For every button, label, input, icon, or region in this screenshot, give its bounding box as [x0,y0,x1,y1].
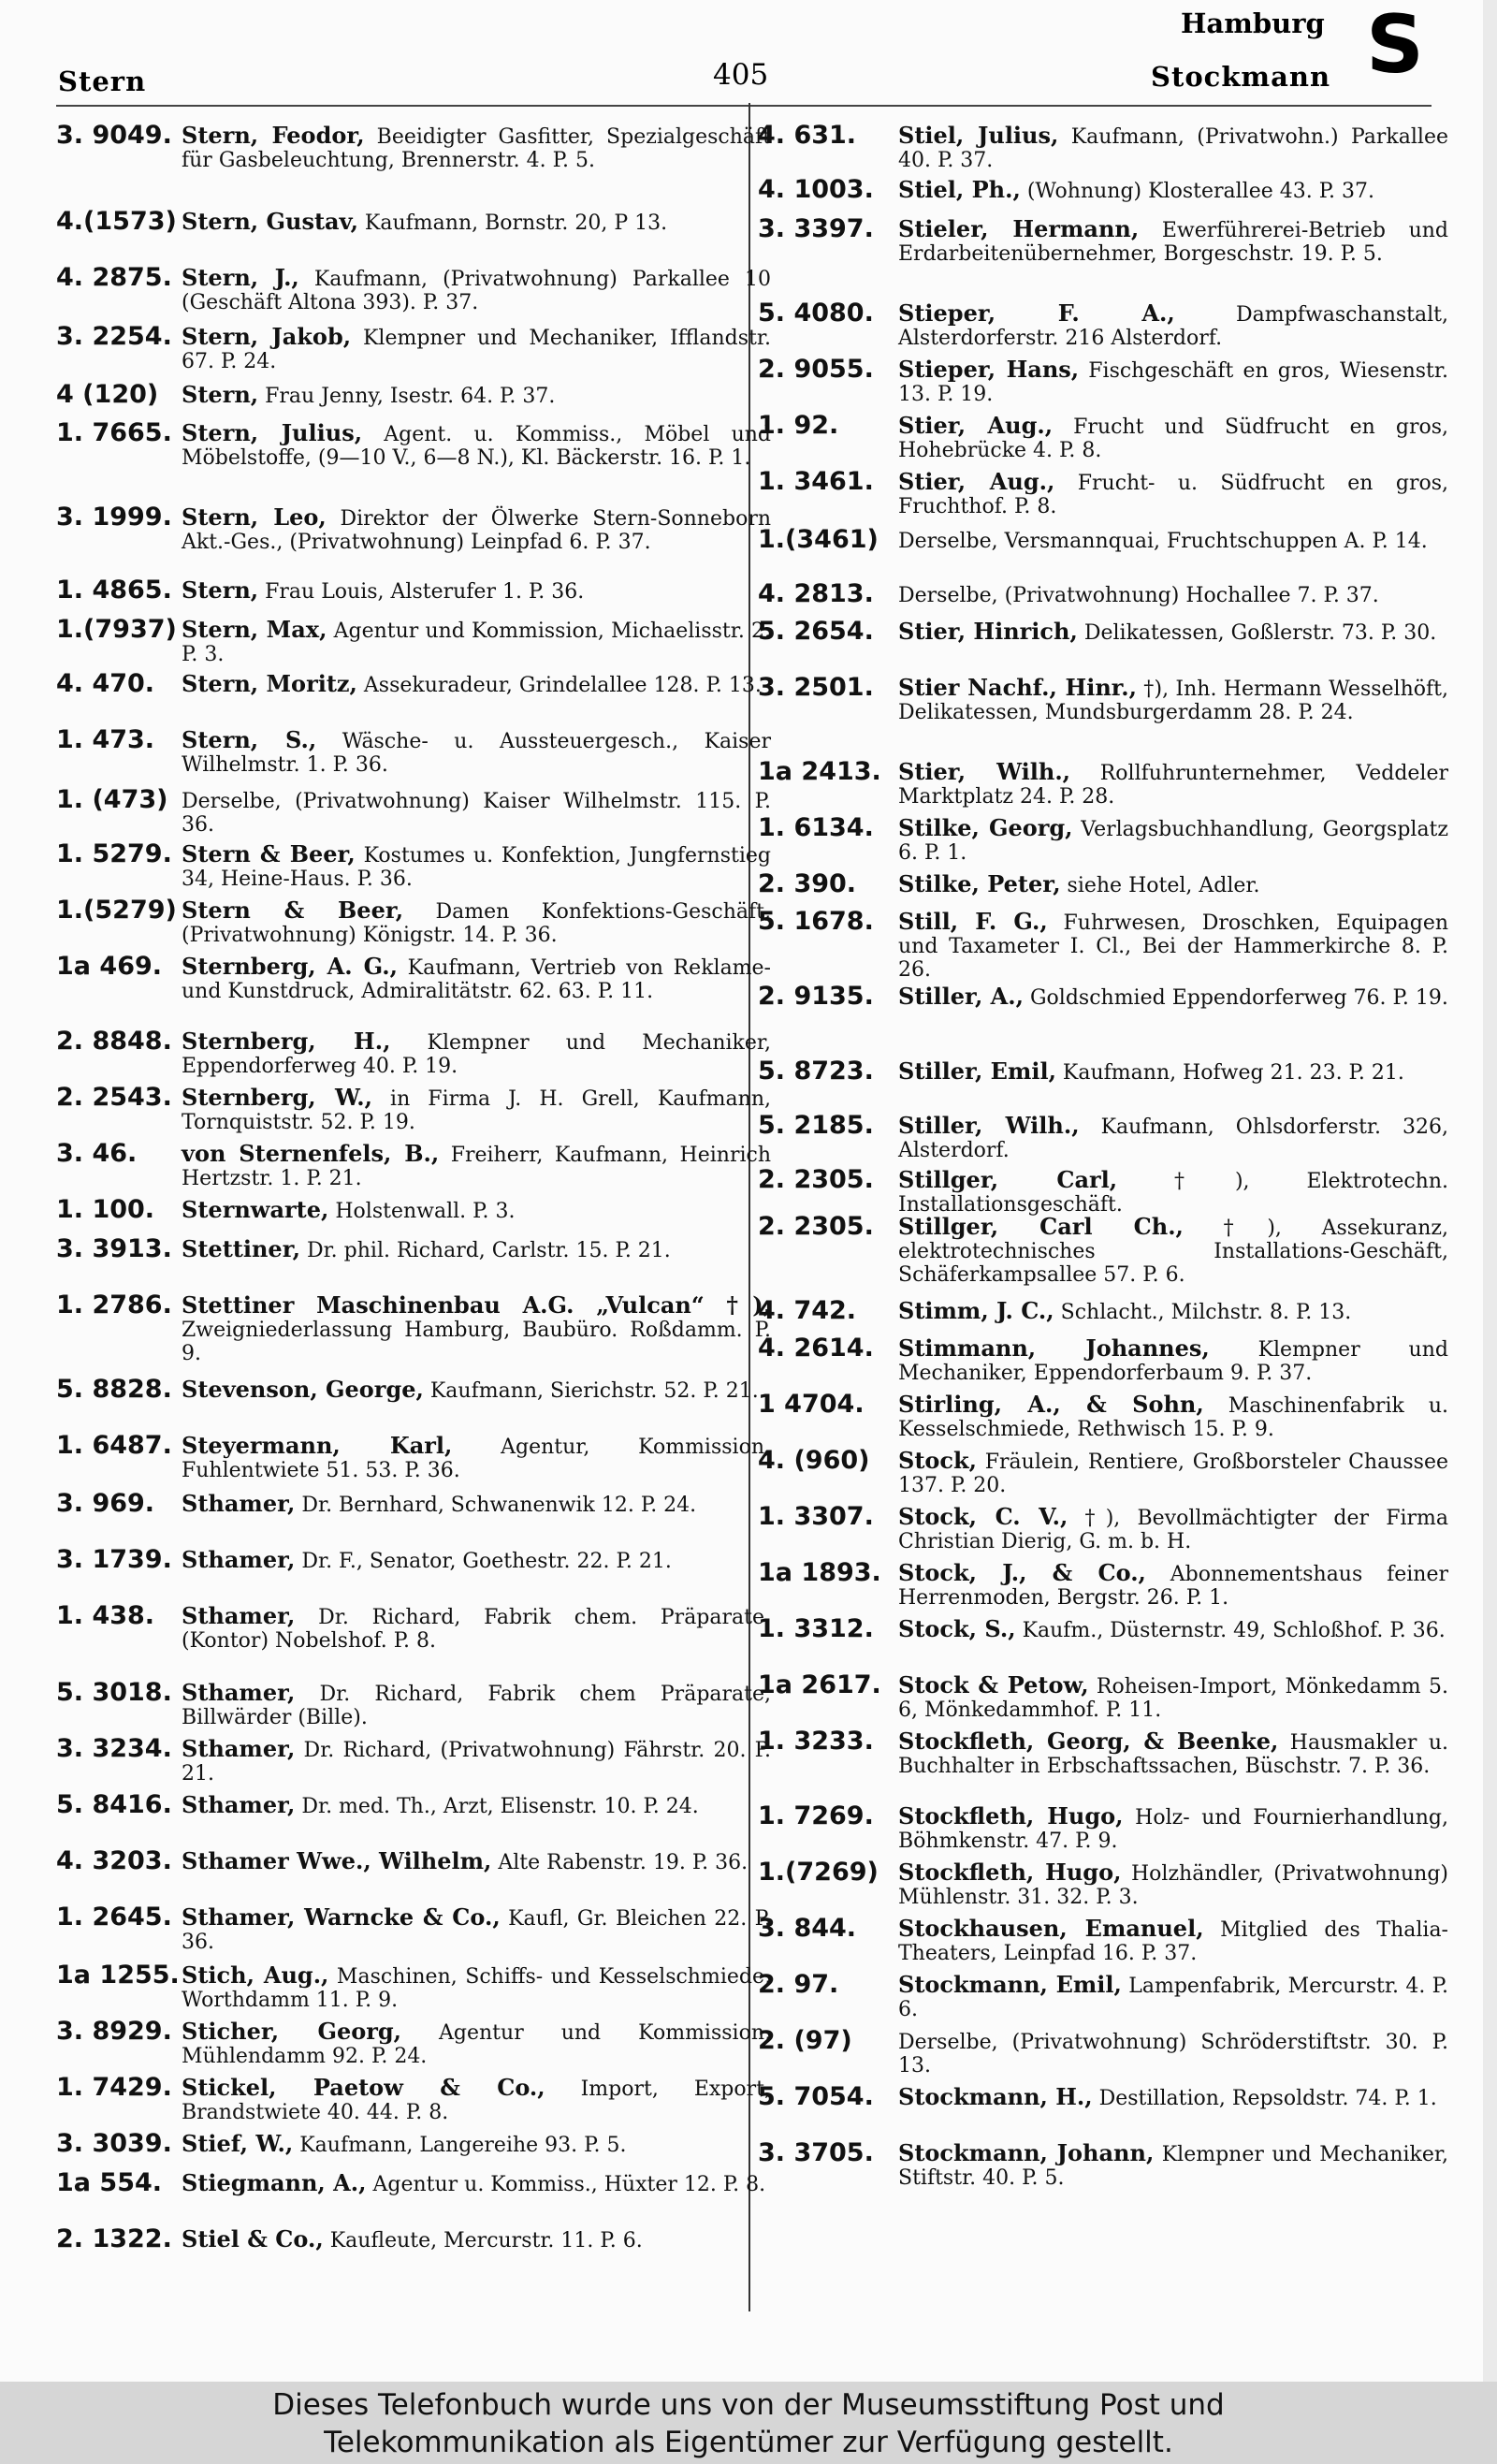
subscriber-name: Stockhausen, Emanuel, [898,1915,1204,1942]
subscriber-name: Stevenson, George, [182,1376,424,1403]
phone-number: 4 (120) [56,380,159,409]
subscriber-name: Stillger, Carl, [898,1166,1118,1193]
subscriber-details: Agentur u. Kommiss., Hüxter 12. P. 8. [366,2173,766,2196]
footer-line-2: Telekommunikation als Eigentümer zur Verfügung gestellt. [324,2426,1173,2459]
subscriber-details: siehe Hotel, Adler. [1060,874,1260,897]
subscriber-name: Stief, W., [182,2130,294,2157]
subscriber-name: Stern, [182,381,259,408]
subscriber-details: Maschinen, Schiffs- und Kesselschmiede, Worthdamm 11. P. 9. [182,1965,771,2012]
entry-text [182,383,771,408]
subscriber-details: Frucht- u. Südfrucht en gros, Fruchthof. P. 8. [898,472,1448,518]
entry-text [898,1973,1448,2021]
subscriber-name: von Sternenfels, B., [182,1140,440,1167]
phone-number: 1.(7937) [56,615,177,644]
subscriber-details: Freiherr, Kaufmann, Heinrich Hertzstr. 1. P. 21. [182,1144,771,1190]
entry-text [182,2132,771,2157]
subscriber-name: Stiller, Wilh., [898,1112,1080,1139]
subscriber-details: Dr. Bernhard, Schwanenwik 12. P. 24. [295,1494,697,1517]
phone-number: 1. 3307. [758,1502,874,1531]
subscriber-details: Kaufl, Gr. Bleichen 22. P. 36. [182,1907,771,1954]
entry-text [182,898,771,947]
subscriber-details: Assekuradeur, Grindelallee 128. P. 13. [356,674,762,697]
subscriber-name: Sternberg, A. G., [182,953,399,980]
subscriber-details: in Firma J. H. Grell, Kaufmann, Tornquiststr. 52. P. 19. [182,1087,771,1134]
subscriber-name: Stern, Max, [182,616,327,643]
subscriber-name: Stiel, Julius, [898,122,1059,149]
subscriber-details: Fräulein, Rentiere, Großborsteler Chaussee 137. P. 20. [898,1451,1448,1497]
phone-number: 5. 7054. [758,2082,874,2111]
phone-number: 1. 6487. [56,1431,172,1460]
subscriber-details: Damen Konfektions-Geschäft, (Privatwohnung) Königstr. 14. P. 36. [182,900,771,947]
phone-number: 1. 2786. [56,1290,172,1319]
phone-number: 4. 2813. [758,579,874,608]
entry-text [898,414,1448,462]
subscriber-details: †), Elektrotechn. Installationsgeschäft. [898,1170,1449,1217]
entry-text [182,2227,771,2253]
subscriber-name: Stock, S., [898,1615,1016,1642]
phone-number: 3. 1739. [56,1545,172,1574]
entry-text [898,1449,1448,1497]
entry-text [182,421,771,470]
phone-number: 2. (97) [758,2026,852,2055]
subscriber-details: Verlagsbuchhandlung, Georgsplatz 6. P. 1. [898,818,1448,865]
phone-number: 1. 7429. [56,2073,172,2102]
subscriber-details: Derselbe, (Privatwohnung) Kaiser Wilhelmstr. 115. P. 36. [182,790,771,837]
phone-number: 2. 1322. [56,2224,172,2253]
subscriber-details: Dr. F., Senator, Goethestr. 22. P. 21. [295,1550,672,1573]
subscriber-details: Frau Louis, Alsterufer 1. P. 36. [258,580,585,604]
entry-text [182,505,771,554]
subscriber-details: Schlacht., Milchstr. 8. P. 13. [1054,1301,1352,1324]
subscriber-details: †), Bevollmächtigter der Firma Christian Dierig, G. m. b. H. [898,1507,1449,1553]
entry-text [182,2171,771,2196]
header-left-keyword: Stern [58,66,147,97]
entry-text [898,1673,1448,1722]
subscriber-details: Frucht und Südfrucht en gros, Hohebrücke 4. P. 8. [898,416,1449,462]
subscriber-name: Stiel & Co., [182,2225,324,2253]
subscriber-details: Zweigniederlassung Hamburg, Baubüro. Roßdamm. P. 9. [182,1319,771,1365]
entry-text [898,1059,1448,1085]
phone-number: 5. 3018. [56,1678,172,1707]
subscriber-name: Stern, [182,576,259,604]
subscriber-name: Sticher, Georg, [182,2018,402,2045]
phone-number: 3. 3234. [56,1734,172,1763]
phone-number: 1a 2413. [758,757,881,786]
subscriber-name: Stock & Petow, [898,1671,1089,1699]
subscriber-name: Stern, S., [182,726,317,753]
subscriber-details: Dr. Richard, Fabrik chem Präparate, Billwärder (Bille). [182,1683,771,1729]
subscriber-details: Kostumes u. Konfektion, Jungfernstieg 34, Heine-Haus. P. 36. [182,844,771,891]
phone-number: 1a 1893. [758,1558,881,1587]
subscriber-name: Stern, Jakob, [182,323,352,350]
subscriber-name: Stiel, Ph., [898,176,1021,203]
subscriber-details: Dr. med. Th., Arzt, Elisenstr. 10. P. 24. [295,1795,699,1818]
subscriber-name: Stillger, Carl Ch., [898,1213,1184,1240]
entry-text [182,788,771,837]
subscriber-name: Stock, J., & Co., [898,1559,1146,1586]
footer-line-1: Dieses Telefonbuch wurde uns von der Museumsstiftung Post und [272,2388,1225,2422]
subscriber-details: Dampfwaschanstalt, Alsterdorferstr. 216 Alsterdorf. [898,303,1448,350]
subscriber-details: Holzhändler, (Privatwohnung) Mühlenstr. 31. 32. P. 3. [898,1862,1448,1909]
subscriber-details: Kaufmann, Bornstr. 20, P 13. [357,211,668,235]
phone-number: 4. 1003. [758,175,874,204]
phone-number: 4. (960) [758,1446,870,1475]
phone-number: 3. 46. [56,1139,138,1168]
subscriber-details: †), Assekuranz, elektrotechnisches Installations-Geschäft, Schäferkampsallee 57. P. 6. [898,1217,1448,1287]
subscriber-name: Still, F. G., [898,908,1048,935]
subscriber-name: Stockmann, Emil, [898,1971,1122,1998]
entry-text [898,2141,1448,2190]
subscriber-details: Roheisen-Import, Mönkedamm 5. 6, Mönkedammhof. P. 11. [898,1675,1448,1722]
subscriber-details: (Wohnung) Klosterallee 43. P. 37. [1020,180,1375,203]
subscriber-details: Kaufmann, Hofweg 21. 23. P. 21. [1055,1061,1404,1085]
subscriber-name: Sthamer, [182,1602,296,1629]
subscriber-details: Kaufmann, (Privatwohn.) Parkallee 40. P. 37. [898,125,1448,172]
subscriber-details: Hausmakler u. Buchhalter in Erbschaftssachen, Büschstr. 7. P. 36. [898,1731,1448,1778]
entry-text [182,1029,771,1078]
entry-text [182,325,771,373]
phone-number: 1.(3461) [758,525,879,554]
subscriber-name: Sthamer, Warncke & Co., [182,1903,501,1931]
entry-text [898,217,1448,266]
subscriber-name: Stirling, A., & Sohn, [898,1391,1204,1418]
phone-number: 1. 3461. [758,467,874,496]
phone-number: 1 4704. [758,1390,865,1419]
entry-text [182,1086,771,1134]
phone-number: 1a 1255. [56,1961,180,1990]
subscriber-name: Stern & Beer, [182,840,356,868]
subscriber-name: Stilke, Georg, [898,814,1073,841]
phone-number: 3. 969. [56,1489,155,1518]
subscriber-details: Maschinenfabrik u. Kesselschmiede, Rethwisch 15. P. 9. [898,1394,1448,1441]
subscriber-details: Klempner und Mechaniker, Eppendorferbaum 9. P. 37. [898,1338,1448,1385]
subscriber-name: Stern, Gustav, [182,208,358,235]
entry-text [182,578,771,604]
subscriber-name: Stier, Aug., [898,468,1055,495]
phone-number: 1. 473. [56,725,155,754]
phone-number: 5. 2654. [758,617,874,646]
entry-text [898,760,1448,809]
subscriber-name: Stickel, Paetow & Co., [182,2074,545,2101]
entry-text [182,1849,771,1874]
subscriber-details: Delikatessen, Goßlerstr. 73. P. 30. [1077,621,1437,645]
subscriber-details: Agentur, Kommission, Fuhlentwiete 51. 53. P. 36. [182,1436,771,1482]
phone-number: 1a 469. [56,952,163,981]
entry-text [182,728,771,777]
subscriber-name: Stimm, J. C., [898,1297,1054,1324]
phone-number: 3. 8929. [56,2017,172,2046]
subscriber-name: Stern, Feodor, [182,122,365,149]
subscriber-details: †), Inh. Hermann Wesselhöft, Delikatessen, Mundsburgerdamm 28. P. 24. [898,678,1448,724]
subscriber-details: Fischgeschäft en gros, Wiesenstr. 13. P. 19. [898,359,1448,406]
phone-number: 1. 7269. [758,1801,874,1830]
entry-text [898,984,1448,1010]
subscriber-details: Lampenfabrik, Mercurstr. 4. P. 6. [898,1975,1449,2021]
entry-text [182,672,771,697]
entry-text [898,1617,1448,1642]
subscriber-name: Sternwarte, [182,1196,329,1223]
subscriber-details: Kaufmann, Vertrieb von Reklame- und Kunstdruck, Admiralitätstr. 62. 63. P. 11. [182,956,771,1003]
subscriber-name: Stockfleth, Georg, & Beenke, [898,1728,1279,1755]
phone-number: 2. 9055. [758,355,874,384]
phone-number: 3. 3397. [758,214,874,243]
subscriber-details: Alte Rabenstr. 19. P. 36. [491,1851,748,1874]
phone-number: 1. 2645. [56,1903,172,1932]
subscriber-details: Fuhrwesen, Droschken, Equipagen und Taxameter I. Cl., Bei der Hammerkirche 8. P. 26. [898,911,1449,982]
subscriber-details: Kaufmann, Ohlsdorferstr. 326, Alsterdorf. [898,1115,1448,1162]
subscriber-details: Kaufmann, (Privatwohnung) Parkallee 10 (Geschäft Altona 393). P. 37. [182,268,771,314]
entry-text [182,1142,771,1190]
entry-text [898,910,1448,982]
phone-number: 5. 8416. [56,1790,172,1819]
subscriber-name: Stich, Aug., [182,1961,329,1989]
subscriber-name: Sthamer Wwe., Wilhelm, [182,1847,492,1874]
subscriber-name: Stockfleth, Hugo, [898,1859,1122,1886]
phone-number: 5. 2185. [758,1111,874,1140]
subscriber-details: Direktor der Ölwerke Stern-Sonneborn Akt.-Ges., (Privatwohnung) Leinpfad 6. P. 37. [182,507,772,554]
phone-number: 3. 1999. [56,503,172,532]
subscriber-name: Stier Nachf., Hinr., [898,674,1137,701]
entry-text [898,2029,1448,2078]
subscriber-details: Rollfuhrunternehmer, Veddeler Marktplatz 24. P. 28. [898,762,1448,809]
entry-text [898,816,1448,865]
subscriber-name: Sthamer, [182,1546,296,1573]
subscriber-details: Derselbe, (Privatwohnung) Hochallee 7. P. 37. [898,584,1379,607]
subscriber-name: Stockfleth, Hugo, [898,1802,1124,1830]
header-right-keyword: Stockmann [1151,61,1331,93]
subscriber-details: Import, Export, Brandstwiete 40. 44. P. 8. [182,2078,771,2124]
subscriber-details: Holstenwall. P. 3. [328,1200,516,1223]
phone-number: 1.(7269) [758,1858,879,1887]
entry-text [182,266,771,314]
entry-text [898,1299,1448,1324]
subscriber-details: Kaufmann, Langereihe 93. P. 5. [293,2134,627,2157]
entry-text [898,124,1448,172]
entry-text [182,1905,771,1954]
entry-text [898,620,1448,645]
phone-number: 2. 9135. [758,982,874,1011]
subscriber-name: Stiegmann, A., [182,2169,367,2196]
subscriber-name: Stern, Julius, [182,419,363,446]
entry-text [898,1336,1448,1385]
phone-number: 1. 7665. [56,418,172,447]
section-letter: S [1366,0,1424,92]
subscriber-name: Stieler, Hermann, [898,215,1140,242]
subscriber-details: Kaufleute, Mercurstr. 11. P. 6. [323,2229,643,2253]
subscriber-name: Stieper, Hans, [898,356,1080,383]
entry-text [182,1737,771,1786]
phone-number: 4. 470. [56,669,155,698]
subscriber-details: Dr. phil. Richard, Carlstr. 15. P. 21. [299,1239,671,1262]
phone-number: 5. 8828. [56,1375,172,1404]
entry-text [898,470,1448,518]
phone-number: 4. 3203. [56,1846,172,1875]
subscriber-name: Stier, Wilh., [898,758,1071,785]
subscriber-name: Stier, Hinrich, [898,618,1078,645]
subscriber-name: Stier, Aug., [898,412,1054,439]
header-city: Hamburg [1181,7,1325,39]
phone-number: 1. 6134. [758,813,874,842]
subscriber-details: Derselbe, Versmannquai, Fruchtschuppen A. P. 14. [898,530,1428,553]
phone-number: 3. 2501. [758,673,874,702]
subscriber-details: Beeidigter Gasfitter, Spezialgeschäft für Gasbeleuchtung, Brennerstr. 4. P. 5. [182,125,771,172]
subscriber-name: Stern, J., [182,264,299,291]
phone-number: 1. 3312. [758,1614,874,1643]
phone-number: 1. 438. [56,1601,155,1630]
entry-text [182,1793,771,1818]
subscriber-details: Goldschmied Eppendorferweg 76. P. 19. [1023,986,1448,1010]
subscriber-name: Stiller, Emil, [898,1057,1056,1085]
phone-number: 3. 2254. [56,322,172,351]
phone-number: 4. 2614. [758,1334,874,1363]
subscriber-details: Kaufmann, Sierichstr. 52. P. 21. [423,1379,759,1403]
phone-number: 2. 8848. [56,1027,172,1056]
entry-text [182,1548,771,1573]
entry-text [182,618,771,666]
phone-number: 1. 5279. [56,839,172,868]
subscriber-name: Stern & Beer, [182,897,404,924]
phone-number: 1. 92. [758,411,839,440]
entry-text [182,1604,771,1653]
entry-text [182,124,771,172]
subscriber-details: Kaufm., Düsternstr. 49, Schloßhof. P. 36. [1015,1619,1446,1642]
entry-text [898,178,1448,203]
subscriber-details: Abonnementshaus feiner Herrenmoden, Bergstr. 26. P. 1. [898,1563,1449,1610]
subscriber-details: Dr. Richard, (Privatwohnung) Fährstr. 20. P. 21. [182,1739,771,1786]
entry-text [182,210,771,235]
subscriber-details: Dr. Richard, Fabrik chem. Präparate, (Kontor) Nobelshof. P. 8. [182,1606,771,1653]
entry-text [182,2076,771,2124]
entry-text [898,1168,1448,1217]
subscriber-details: Mitglied des Thalia-Theaters, Leinpfad 16. P. 37. [898,1918,1448,1965]
subscriber-name: Stettiner Maschinenbau A.G. „Vulcan“ †), [182,1291,771,1319]
subscriber-name: Stimmann, Johannes, [898,1334,1210,1362]
subscriber-name: Stilke, Peter, [898,870,1061,897]
page-number: 405 [713,58,769,92]
header-rule [56,105,1432,107]
phone-number: 2. 97. [758,1970,839,1999]
phone-number: 3. 3039. [56,2129,172,2158]
subscriber-name: Sternberg, H., [182,1028,391,1055]
entry-text [898,676,1448,724]
entry-text [898,1114,1448,1162]
phone-number: 3. 3913. [56,1234,172,1263]
subscriber-name: Stern, Leo, [182,503,327,531]
subscriber-name: Stiller, A., [898,983,1024,1010]
entry-text [898,2085,1448,2110]
entry-text [182,1378,771,1403]
subscriber-name: Stettiner, [182,1235,300,1262]
phone-number: 1a 554. [56,2168,163,2197]
phone-number: 1a 2617. [758,1670,881,1699]
subscriber-details: Destillation, Repsoldstr. 74. P. 1. [1092,2087,1437,2110]
subscriber-name: Steyermann, Karl, [182,1432,453,1459]
entry-text [182,1198,771,1223]
subscriber-details: Holz- und Fournierhandlung, Böhmkenstr. 47. P. 9. [898,1806,1448,1853]
entry-text [182,1293,771,1365]
entry-text [898,301,1448,350]
phone-number: 2. 2305. [758,1212,874,1241]
phone-number: 4. 631. [758,121,857,150]
entry-text [182,955,771,1003]
phone-number: 4. 2875. [56,263,172,292]
subscriber-details: Klempner und Mechaniker, Ifflandstr. 67. P. 24. [182,327,771,373]
phone-number: 5. 4080. [758,299,874,328]
entry-text [182,1963,771,2012]
subscriber-name: Sthamer, [182,1490,296,1517]
entry-text [182,1237,771,1262]
subscriber-name: Sthamer, [182,1735,296,1762]
phone-number: 1. (473) [56,785,168,814]
entry-text [898,1505,1448,1553]
subscriber-details: Wäsche- u. Aussteuergesch., Kaiser Wilhelmstr. 1. P. 36. [182,730,772,777]
phone-number: 5. 1678. [758,907,874,936]
subscriber-details: Derselbe, (Privatwohnung) Schröderstiftstr. 30. P. 13. [898,2031,1448,2078]
entry-text [898,1917,1448,1965]
entry-text [898,582,1448,607]
footer-notice [0,2382,1497,2464]
phone-number: 3. 844. [758,1914,857,1943]
phone-number: 1. 100. [56,1195,155,1224]
phone-number: 2. 2305. [758,1165,874,1194]
subscriber-name: Stockmann, H., [898,2083,1093,2110]
entry-text [182,2019,771,2068]
subscriber-details: Frau Jenny, Isestr. 64. P. 37. [258,385,556,408]
phone-number: 4.(1573) [56,207,177,236]
entry-text [898,1215,1448,1287]
subscriber-details: Agent. u. Kommiss., Möbel und Möbelstoffe, (9—10 V., 6—8 N.), Kl. Bäckerstr. 16. P. 1. [182,423,771,470]
subscriber-name: Stern, Moritz, [182,670,357,697]
entry-text [898,1392,1448,1441]
subscriber-name: Sthamer, [182,1791,296,1818]
subscriber-name: Sternberg, W., [182,1084,372,1111]
page-edge [1483,0,1497,2382]
phone-number: 1. 3233. [758,1727,874,1756]
subscriber-details: Agentur und Kommission, Mühlendamm 92. P. 24. [182,2021,771,2068]
entry-text [898,1729,1448,1778]
phone-number: 1.(5279) [56,896,177,925]
subscriber-details: Ewerführerei-Betrieb und Erdarbeitenübernehmer, Borgeschstr. 19. P. 5. [898,219,1448,266]
phone-number: 3. 3705. [758,2138,874,2167]
entry-text [898,1804,1448,1853]
subscriber-name: Stockmann, Johann, [898,2139,1155,2166]
entry-text [182,1434,771,1482]
entry-text [898,1860,1448,1909]
phone-number: 2. 390. [758,869,857,898]
subscriber-details: Klempner und Mechaniker, Eppendorferweg 40. P. 19. [182,1031,772,1078]
entry-text [898,872,1448,897]
subscriber-name: Stock, [898,1447,978,1474]
entry-text [182,1492,771,1517]
subscriber-name: Stock, C. V., [898,1503,1068,1530]
phone-number: 3. 9049. [56,121,172,150]
subscriber-details: Agentur und Kommission, Michaelisstr. 2. P. 3. [182,620,771,666]
entry-text [898,357,1448,406]
phone-number: 5. 8723. [758,1057,874,1086]
subscriber-name: Sthamer, [182,1679,296,1706]
entry-text [182,842,771,891]
entry-text [182,1681,771,1729]
entry-text [898,1561,1448,1610]
phone-number: 1. 4865. [56,576,172,605]
subscriber-name: Stieper, F. A., [898,299,1175,327]
entry-text [898,528,1448,553]
subscriber-details: Klempner und Mechaniker, Stiftstr. 40. P. 5. [898,2143,1448,2190]
phone-number: 2. 2543. [56,1083,172,1112]
phone-number: 4. 742. [758,1296,857,1325]
